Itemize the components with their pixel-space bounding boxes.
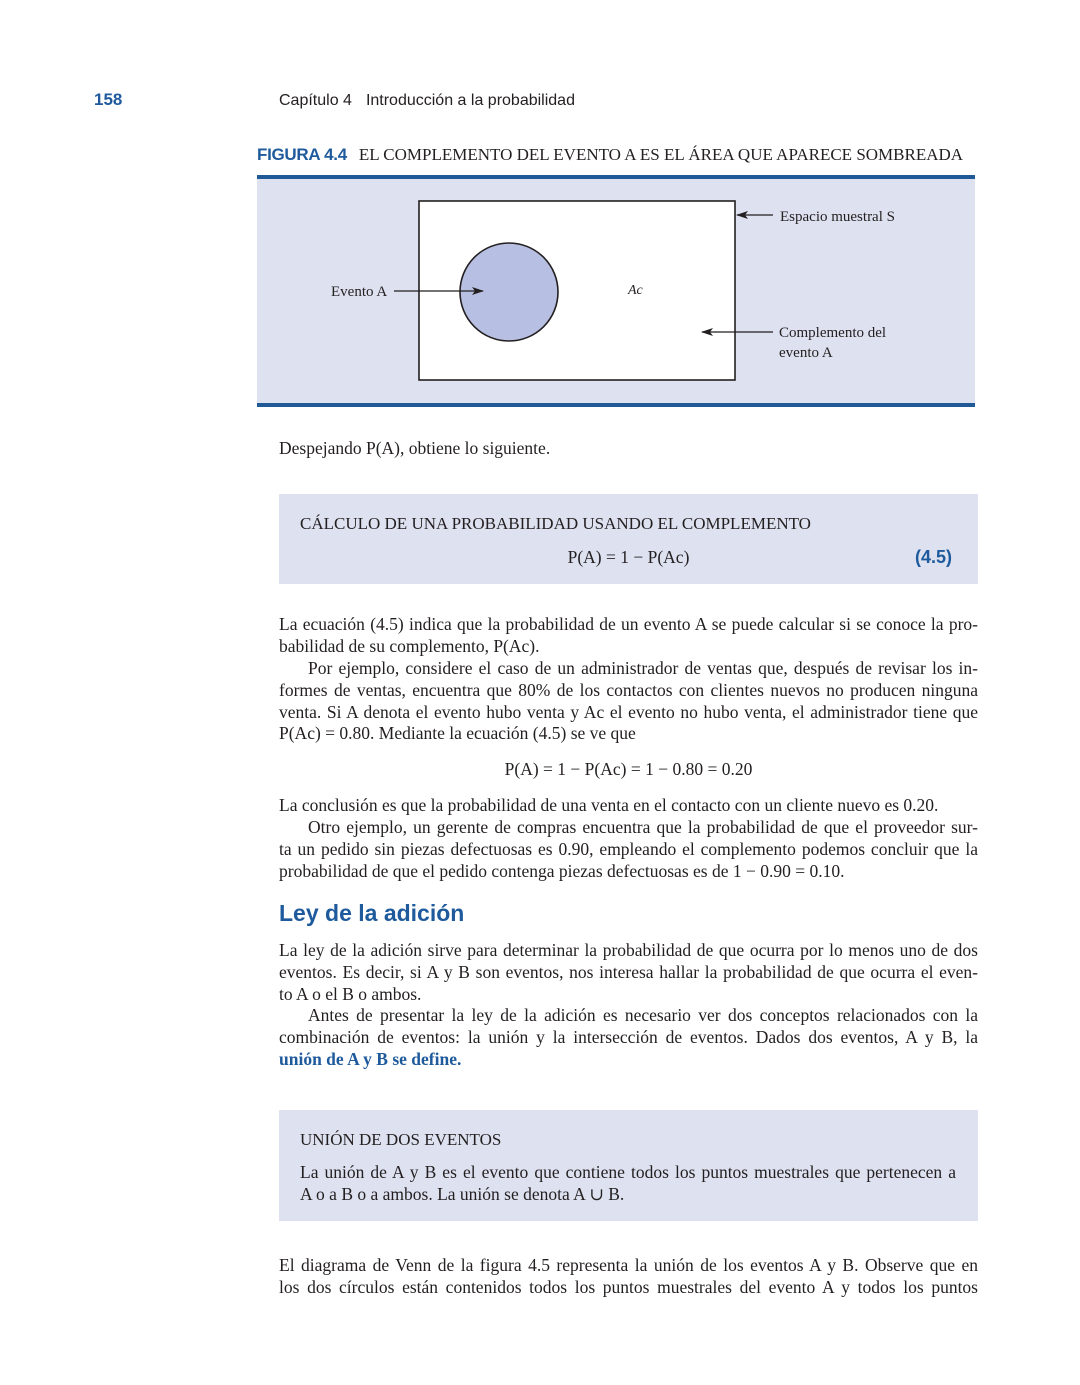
complement-formula: P(A) = 1 − P(Ac) [567,547,690,567]
paragraph-complement-explanation [279,614,978,658]
text-line: El diagrama de Venn de la figura 4.5 representa la unión de los eventos A y B. Observe que en [279,1255,978,1275]
chapter-title: Introducción a la probabilidad [365,92,575,109]
complement-label-line2: evento A [779,345,833,361]
complement-label-line1: Complemento del [779,325,887,341]
equation-number: (4.5) [914,547,952,567]
figure-caption-text: EL COMPLEMENTO DEL EVENTO A ES EL ÁREA QUE APARECE SOMBREADA [358,145,964,164]
text-line: P(Ac) = 0.80. Mediante la ecuación (4.5) se ve que [279,723,636,744]
text-line: Otro ejemplo, un gerente de compras encuentra que la probabilidad de que el proveedor sur- [308,817,978,837]
chapter-number: Capítulo 4 [279,92,352,109]
text-line: ta un pedido sin piezas defectuosas es 0.90, empleando el complemento podemos concluir que la [279,838,978,859]
text-line: probabilidad de que el pedido contenga piezas defectuosas es de 1 − 0.90 = 0.10. [279,860,845,881]
page-number: 158 [94,90,123,109]
paragraph-venn-union [279,1255,978,1299]
figure-caption [257,145,963,165]
complement-box-title: CÁLCULO DE UNA PROBABILIDAD USANDO EL COMPLEMENTO [300,514,811,533]
union-box-body [300,1161,956,1205]
text-line: La ecuación (4.5) indica que la probabilidad de un evento A se puede calcular si se conoce la pro- [279,614,978,634]
text-line: venta. Si A denota el evento hubo venta y Ac el evento no hubo venta, el administrador tiene que [279,701,978,722]
intro-line: Despejando P(A), obtiene lo siguiente. [279,438,551,458]
section-heading: Ley de la adición [279,900,465,926]
text-line: to A o el B o ambos. [279,983,422,1004]
text-line: formes de ventas, encuentra que 80% de los contactos con clientes nuevos no producen ninguna [279,679,978,700]
paragraph-addition-law [279,940,978,1005]
text-line: combinación de eventos: la unión y la intersección de eventos. Dados dos eventos, A y B, la [279,1026,978,1047]
text-line: eventos. Es decir, si A y B son eventos, nos interesa hallar la probabilidad de que ocurra el even- [279,961,978,982]
text-line: La unión de A y B es el evento que contiene todos los puntos muestrales que pertenecen a [300,1162,956,1182]
event-a-circle [460,243,558,341]
text-line: Por ejemplo, considere el caso de un administrador de ventas que, después de revisar los in- [308,658,978,678]
sample-space-label: Espacio muestral S [780,209,895,225]
paragraph-sales-example [279,658,978,745]
union-box-title: UNIÓN DE DOS EVENTOS [300,1130,502,1149]
text-line: babilidad de su complemento, P(Ac). [279,635,540,656]
union-definition-box [279,1110,978,1221]
venn-diagram [257,179,975,403]
complement-formula-box [279,494,978,584]
paragraph-purchasing-example [279,817,978,882]
example-equation: P(A) = 1 − P(Ac) = 1 − 0.80 = 0.20 [504,759,753,779]
text-line: Antes de presentar la ley de la adición es necesario ver dos conceptos relacionados con la [308,1005,978,1025]
paragraph-union-intro [279,1005,978,1070]
a-complement-label: Ac [628,283,643,298]
running-head [279,92,575,110]
union-definition-term: unión de A y B se define. [279,1048,462,1069]
text-line: La conclusión es que la probabilidad de una venta en el contacto con un cliente nuevo es 0.20. [279,795,939,815]
text-line: A o a B o a ambos. La unión se denota A ∪ B. [300,1184,625,1204]
text-line: los dos círculos están contenidos todos los puntos muestrales del evento A y todos los puntos [279,1276,978,1297]
paragraph-conclusion [279,795,978,817]
event-a-label: Evento A [331,284,388,300]
text-line: La ley de la adición sirve para determinar la probabilidad de que ocurra por lo menos uno de dos [279,940,978,960]
figure-label: FIGURA 4.4 [257,145,347,164]
figure-panel [257,175,975,407]
